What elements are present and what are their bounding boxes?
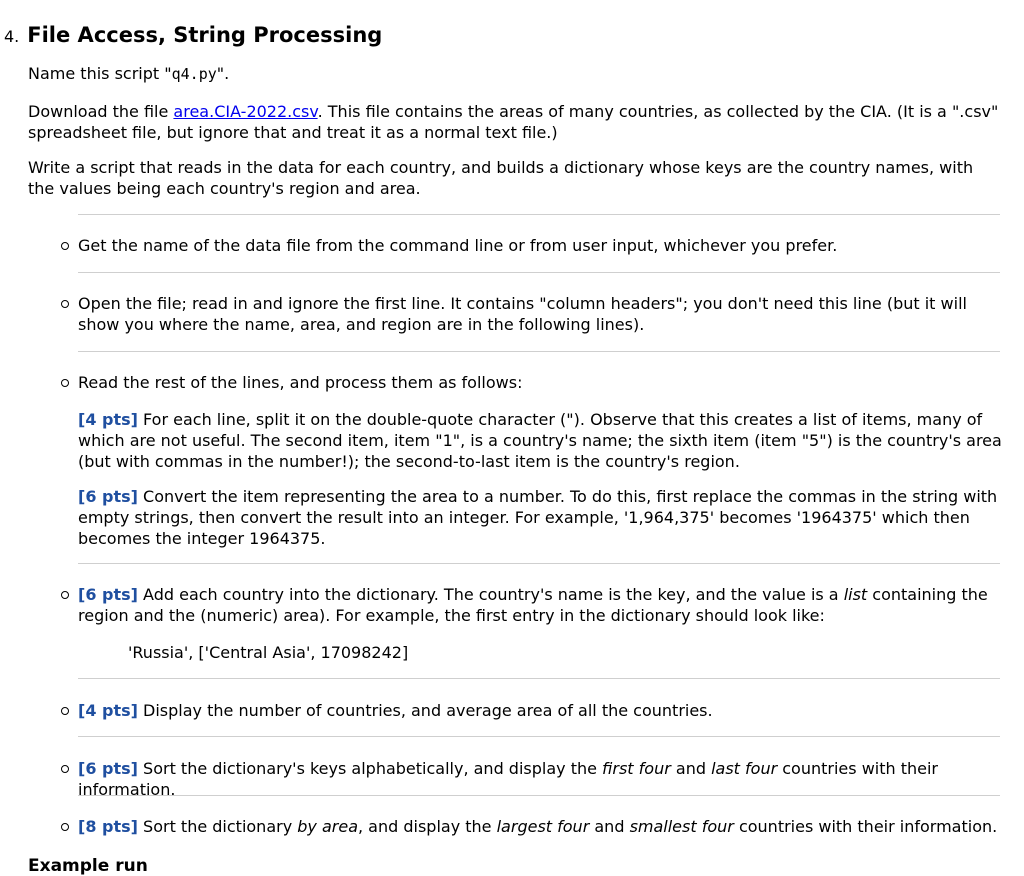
- section-number: 4.: [4, 27, 20, 46]
- divider: [78, 214, 1000, 215]
- step-sort-area-pre: Sort the dictionary: [137, 817, 298, 836]
- example-run-heading: Example run: [28, 856, 148, 876]
- bullet-icon: [61, 379, 69, 387]
- divider: [78, 563, 1000, 564]
- bullet-icon: [61, 765, 69, 773]
- step-display-text: Display the number of countries, and average area of all the countries.: [137, 701, 713, 720]
- step-split-line: [78, 409, 1003, 472]
- step-add-em: list: [843, 585, 868, 604]
- dictionary-example: 'Russia', ['Central Asia', 17098242]: [128, 643, 409, 662]
- step-sort-alpha-pre: Sort the dictionary's keys alphabetically, and display the: [137, 759, 603, 778]
- data-file-link[interactable]: area.CIA-2022.csv: [173, 102, 318, 121]
- divider: [78, 272, 1000, 273]
- points-badge: [6 pts]: [78, 585, 138, 604]
- step-sort-area-em1: by area: [297, 817, 358, 836]
- step-open-file: Open the file; read in and ignore the first line. It contains "column headers"; you don't need this line (but it will show you where the name, area, and region are in the following lines).: [78, 294, 967, 334]
- download-paragraph: [28, 101, 1003, 143]
- download-pre: Download the file: [28, 102, 174, 121]
- step-convert-area: [78, 486, 1003, 549]
- script-name-paragraph: [28, 63, 1003, 85]
- step-sort-area: [78, 816, 1003, 837]
- bullet-icon: [61, 300, 69, 308]
- step-sort-area-mid1: , and display the: [358, 817, 497, 836]
- step-sort-alpha: [78, 758, 1003, 800]
- divider: [78, 351, 1000, 352]
- script-name-pre: Name this script ": [28, 64, 172, 83]
- step-sort-area-post: countries with their information.: [733, 817, 998, 836]
- step-display-count: [78, 700, 1003, 721]
- step-sort-area-em2: largest four: [496, 817, 590, 836]
- bullet-icon: [61, 707, 69, 715]
- script-name-post: ".: [216, 64, 230, 83]
- section-title: File Access, String Processing: [27, 23, 383, 47]
- step-split-text: For each line, split it on the double-quote character ("). Observe that this creates a list of items, many of which are not useful. The second item, item "1", is a country's name; the sixth item (item "5") is the country's area (but with commas in the number!); the second-to-last item is the country's region.: [78, 410, 1002, 471]
- step-add-post: containing the region and the (numeric) area). For example, the first entry in the dictionary should look like:: [78, 585, 988, 625]
- section-heading: [4, 20, 382, 48]
- step-add-country: [78, 584, 1003, 626]
- step-sort-area-mid2: and: [589, 817, 630, 836]
- bullet-icon: [61, 823, 69, 831]
- divider: [78, 678, 1000, 679]
- points-badge: [6 pts]: [78, 487, 138, 506]
- step-sort-alpha-em1: first four: [602, 759, 671, 778]
- step-sort-alpha-em2: last four: [711, 759, 778, 778]
- write-paragraph: Write a script that reads in the data for each country, and builds a dictionary whose keys are the country names, with the values being each country's region and area.: [28, 158, 974, 198]
- step-file-name: Get the name of the data file from the command line or from user input, whichever you prefer.: [78, 236, 838, 255]
- divider: [78, 736, 1000, 737]
- step-sort-alpha-mid: and: [670, 759, 712, 778]
- points-badge: [6 pts]: [78, 759, 138, 778]
- step-read-lines: Read the rest of the lines, and process them as follows:: [78, 373, 523, 392]
- script-name-code: q4.py: [171, 65, 217, 83]
- bullet-icon: [61, 242, 69, 250]
- bullet-icon: [61, 591, 69, 599]
- step-sort-alpha-post: countries with their information.: [78, 759, 938, 799]
- points-badge: [8 pts]: [78, 817, 138, 836]
- step-sort-area-em3: smallest four: [629, 817, 734, 836]
- points-badge: [4 pts]: [78, 410, 138, 429]
- step-add-pre: Add each country into the dictionary. The country's name is the key, and the value is a: [137, 585, 844, 604]
- step-convert-text: Convert the item representing the area to a number. To do this, first replace the commas in the string with empty strings, then convert the result into an integer. For example, '1,964,375' becomes '1964375' which then becomes the integer 1964375.: [78, 487, 998, 548]
- download-post: . This file contains the areas of many countries, as collected by the CIA. (It is a ".csv" spreadsheet file, but ignore that and treat it as a normal text file.): [28, 102, 999, 142]
- points-badge: [4 pts]: [78, 701, 138, 720]
- divider: [78, 795, 1000, 796]
